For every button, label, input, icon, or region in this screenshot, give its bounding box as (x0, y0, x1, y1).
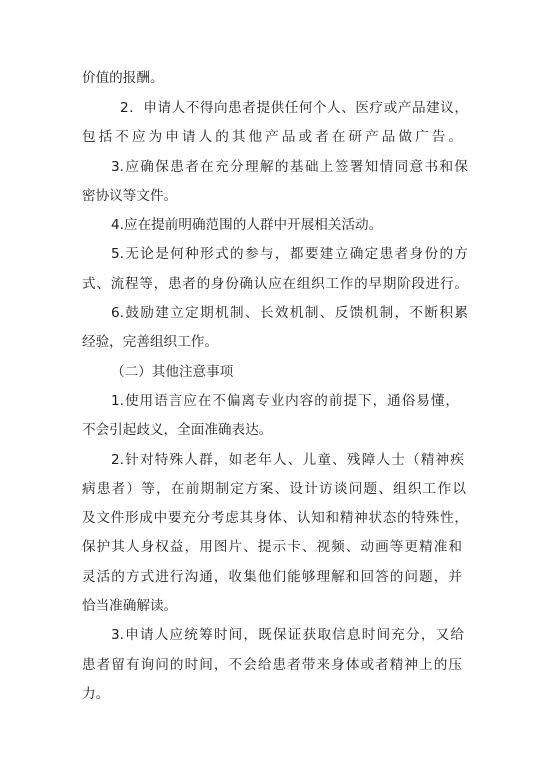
text-line: 患者留有询问的时间，不会给患者带来身体或者精神上的压 (82, 657, 462, 673)
text-line: 恰当准确解读。 (82, 598, 178, 614)
text-line: 保护其人身权益，用图片、提示卡、视频、动画等更精准和 (82, 539, 462, 555)
text-line: 1.使用语言应在不偏离专业内容的前提下，通俗易懂， (111, 393, 459, 409)
text-line: 密协议等文件。 (82, 188, 178, 204)
text-line: 病患者）等，在前期制定方案、设计访谈问题、组织工作以 (82, 481, 466, 497)
text-line: 4.应在提前明确范围的人群中开展相关活动。 (111, 217, 383, 233)
text-line: 不会引起歧义，全面准确表达。 (82, 422, 273, 438)
text-line: 包括不应为申请人的其他产品或者在研产品做广告。 (82, 129, 462, 145)
text-line: 灵活的方式进行沟通，收集他们能够理解和回答的问题，并 (82, 569, 462, 585)
text-line: 3.应确保患者在充分理解的基础上签署知情同意书和保 (111, 159, 468, 175)
text-line: 力。 (82, 686, 110, 702)
text-line: 2．申请人不得向患者提供任何个人、医疗或产品建议， (120, 100, 468, 116)
text-line: 6.鼓励建立定期机制、长效机制、反馈机制，不断积累 (111, 305, 468, 321)
text-line: 式、流程等，患者的身份确认应在组织工作的早期阶段进行。 (82, 276, 468, 292)
text-line: 经验，完善组织工作。 (82, 334, 218, 350)
text-line: 2.针对特殊人群，如老年人、儿童、残障人士（精神疾 (111, 452, 464, 468)
text-line: 价值的报酬。 (82, 70, 164, 86)
section-heading: （二）其他注意事项 (111, 364, 234, 380)
text-line: 3.申请人应统筹时间，既保证获取信息时间充分，又给 (111, 627, 464, 643)
text-line: 及文件形成中要充分考虑其身体、认知和精神状态的特殊性， (82, 510, 468, 526)
text-line: 5.无论是何种形式的参与，都要建立确定患者身份的方 (111, 246, 468, 262)
